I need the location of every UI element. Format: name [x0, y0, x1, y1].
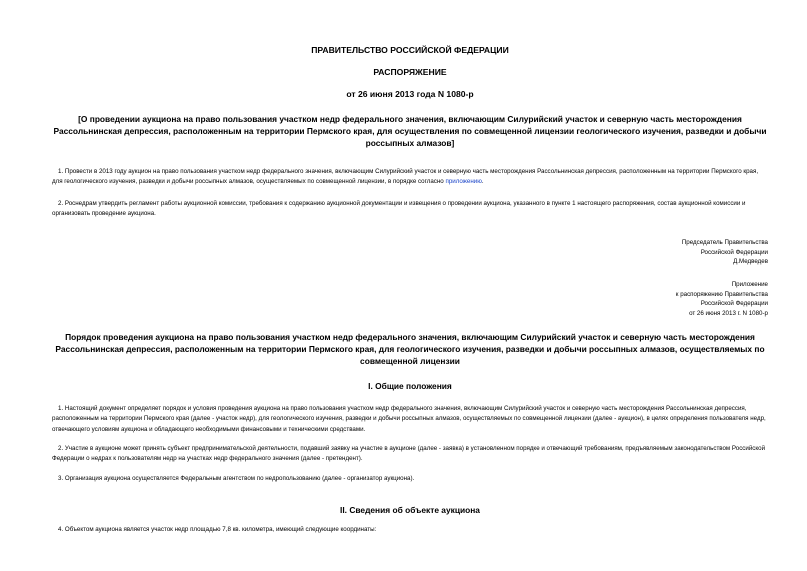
signature-line-2: Российской Федерации [700, 248, 768, 256]
appendix-line-3: Российской Федерации [700, 300, 768, 308]
appendix-link[interactable]: приложению [445, 178, 482, 186]
section-1-paragraph-1: 1. Настоящий документ определяет порядок и условия проведения аукциона на право пользования участком недр федерального значения, включающим Силурийский участок и северную часть месторождения Рассольнинская депрессия, расположенным на территории Пермского края (далее - участок недр), для геологического изучения, разведки и добычи россыпных алмазов, осуществляемых по совмещенной лицензии (далее - аукцион), в целях определения пользователя недр, отвечающего условиям аукциона и обладающего необходимыми финансовыми и техническими средствами. [52, 405, 766, 433]
appendix-block [568, 280, 768, 318]
document-title: [О проведении аукциона на право пользования участком недр федерального значения, включающим Силурийский участок и северную часть месторождения Рассольнинская депрессия, расположенным на территории Пермского края, для осуществления по совмещенной лицензии геологического изучения, разведки и добычи россыпных алмазов] [53, 114, 767, 148]
paragraph-1-tail: . [481, 178, 484, 186]
government-heading: ПРАВИТЕЛЬСТВО РОССИЙСКОЙ ФЕДЕРАЦИИ [311, 45, 509, 55]
paragraph-1 [52, 167, 768, 188]
signature-block [568, 238, 768, 267]
section-2-heading: II. Сведения об объекте аукциона [340, 505, 480, 515]
signature-line-1: Председатель Правительства [681, 239, 768, 246]
document-date: от 26 июня 2013 года N 1080-р [346, 89, 474, 99]
appendix-line-4: от 26 июня 2013 г. N 1080-р [689, 309, 768, 317]
procedure-title: Порядок проведения аукциона на право пользования участком недр федерального значения, включающим Силурийский участок и северную часть месторождения Рассольнинская депрессия, расположенным на территории Пермского края, для геологического изучения, разведки и добычи россыпных алмазов, осуществляемых по совмещенной лицензии [55, 332, 765, 366]
paragraph-1-text: 1. Провести в 2013 году аукцион на право пользования участком недр федерального значения, включающим Силурийский участок и северную часть месторождения Рассольнинская депрессия, расположенным на территории Пермского края, для геологического изучения, разведки и добычи россыпных алмазов, осуществляемых по совмещенной лицензии, в порядке согласно [52, 168, 759, 186]
section-2-paragraph-4: 4. Объектом аукциона является участок недр площадью 7,8 кв. километра, имеющий следующие координаты: [58, 526, 377, 533]
document-type: РАСПОРЯЖЕНИЕ [373, 67, 447, 77]
appendix-line-1: Приложение [731, 281, 768, 288]
appendix-line-2: к распоряжению Правительства [675, 290, 768, 298]
section-1-paragraph-2: 2. Участие в аукционе может принять субъект предпринимательской деятельности, подавший заявку на участие в аукционе (далее - заявка) в установленном порядке и отвечающий требованиям, предъявляемым законодательством Российской Федерации о недрах к пользователям недр на участках недр федерального значения (далее - претендент). [52, 445, 766, 463]
section-1-heading: I. Общие положения [368, 381, 452, 391]
section-1-paragraph-3: 3. Организация аукциона осуществляется Федеральным агентством по недропользованию (далее - организатор аукциона). [58, 475, 415, 482]
signature-name: Д.Медведев [733, 258, 768, 266]
paragraph-2: 2. Роснедрам утвердить регламент работы аукционной комиссии, требования к содержанию аукционной документации и извещения о проведении аукциона, указанного в пункте 1 настоящего распоряжения, состав аукционной комиссии и организовать проведение аукциона. [52, 200, 746, 218]
